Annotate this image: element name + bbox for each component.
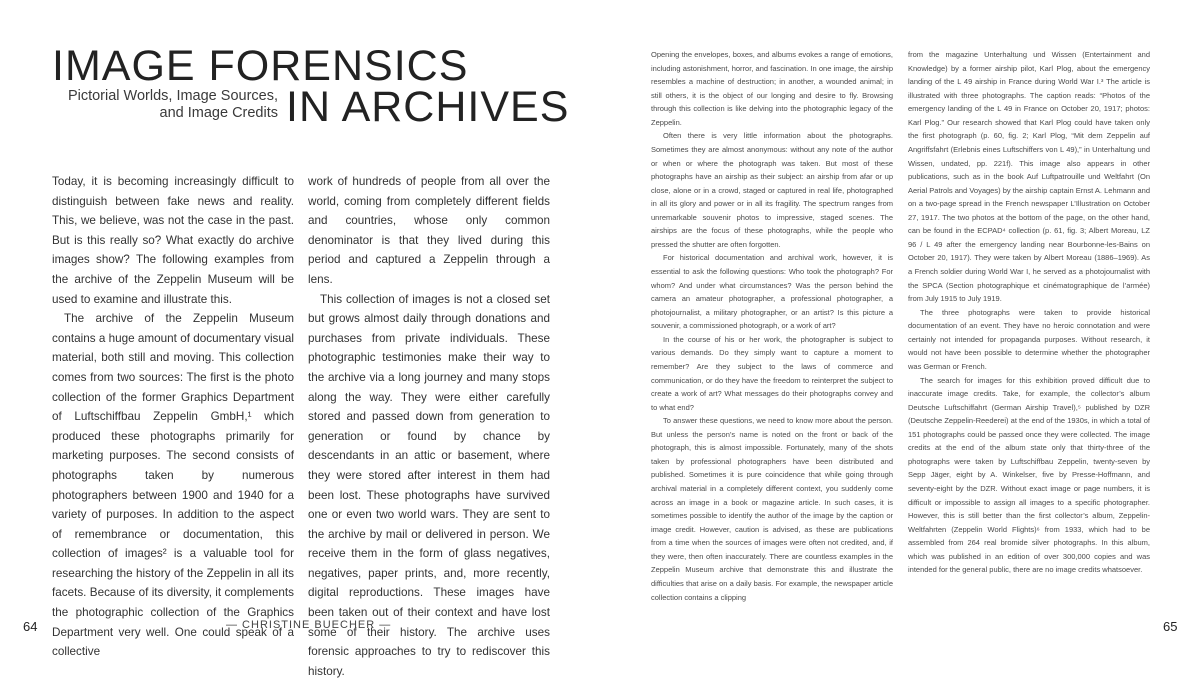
running-footer-author: — CHRISTINE BUECHER — <box>226 619 392 631</box>
paragraph: from the magazine Unterhaltung und Wissen (Entertainment and Knowledge) by a former airship pilot, Karl Plog, about the emergency landing of the L 49 airship in France during World War I.³ The article is illustrated with three photographs. The caption reads: “Photos of the emergency landing of the L 49 in France on October 20, 1917; photos: Karl Plog.” Our research showed that Karl Plog could have taken only the first photograph (p. 60, fig. 2; Karl Plog, “Mit dem Zeppelin auf Angriffsfahrt (Erlebnis eines Luftschiffers von L 49),” in Unterhaltung und Wissen, undated, pp. 221f). This image also appears in other publications, such as in the book Auf Luftpatrouille und Weltfahrt (On Aerial Patrols and Voyages) by the airship captain Ernst A. Lehmann and on a two-page spread in the French newspaper L’Illustration on October 27, 1917. The two photos at the bottom of the page, on the other hand, can be found in the ECPAD⁴ collection (p. 61, fig. 3; Albert Moreau, LZ 96 / L 49 after the emergency landing near Bourbonne-les-Bains on October 20, 1917). They were taken by Albert Moreau (1886–1969). As a French soldier during World War I, he served as a photojournalist with the SPCA (Section photographique et cinématographique de l’armée) from July 1915 to July 1919. <box>908 50 1150 304</box>
paragraph: work of hundreds of people from all over the world, coming from completely different fields and countries, whose only common denominator is that they lived during this period and captured a Zeppelin through a lens. <box>308 175 550 286</box>
article-title-line-1: IMAGE FORENSICS <box>52 42 469 90</box>
paragraph: This collection of images is not a closed set but grows almost daily through donations and purchases from private individuals. These photographic testimonies make their way to the archive via a long journey and many stops along the way. They were either carefully stored and passed down from generation to generation or found by chance by descendants in an attic or basement, where they were stored after interest in them had been lost. These photographs have survived one or even two world wars. They are sent to the archive by mail or delivered in person. We receive them in the form of glass negatives, negatives, paper prints, and, more recently, digital reproductions. These images have been taken out of their context and have lost some of their history. The archive uses forensic approaches to try to rediscover this history. <box>308 292 550 678</box>
paragraph: The three photographs were taken to provide historical documentation of an event. They have no heroic connotation and were certainly not intended for propaganda purposes. Without research, it would not have been possible to determine whether the photographer was German or French. <box>908 307 1150 371</box>
paragraph: The search for images for this exhibition proved difficult due to inaccurate image credits. Take, for example, the collector’s album Deutsche Luftschiffahrt (German Airship Travel),⁵ published by DZR (Deutsche Zeppelin-Reederei) at the end of the 1930s, in which a total of 151 photographs could be passed once they were collected. The image credits at the end of the album state only that thirty-three of the photographs were taken by Luftschiffbau Zeppelin, twenty-seven by Sepp Jäger, eight by A. Winkelser, five by Presse-Hoffmann, and seventy-eight by the DZR. Without exact image or page numbers, it is difficult or impossible to assign all images to a specific photographer. However, this is still better than the first collector’s album, Zeppelin-Weltfahrten (Zeppelin World Flights)⁶ from 1933, which had to be assembled from 264 real bromide silver photographs. In this album, which was published in an edition of over 300,000 copies and was intended for the general public, there are no image credits whatsoever. <box>908 375 1150 575</box>
paragraph: Opening the envelopes, boxes, and albums evokes a range of emotions, including astonishment, horror, and fascination. In one image, the airship resembles a machine of destruction; in another, a wounded animal; in still others, it is the object of our longing and desire to fly. Browsing through this collection is like delving into the photographic legacy of the Zeppelin. <box>651 50 893 127</box>
paragraph: To answer these questions, we need to know more about the person. But unless the person’s name is noted on the front or back of the photograph, this is almost impossible. Fortunately, many of the shots taken by professional photographers have been distributed and published. Sometimes it is pure coincidence that while going through archival material in a completely different context, you suddenly come across an image in a book or magazine article. In such cases, it is sometimes possible to identify the author of the image by the caption or image credit. However, caution is advised, as these are publications from a time when the sources of images were often not credited, and, if they were, then often inaccurately. There are countless examples in the Zeppelin Museum archive that demonstrate this and illustrate the difficulties that arise on a daily basis. For example, the newspaper article collection contains a clipping <box>651 416 893 602</box>
page-number-right: 65 <box>1163 619 1178 634</box>
paragraph: The archive of the Zeppelin Museum contains a huge amount of documentary visual material, both still and moving. This collection comes from two sources: The first is the photo collection of the former Graphics Department of Luftschiffbau Zeppelin GmbH,¹ which produced these photographs primarily for marketing purposes. The second consists of photographs taken by numerous photographers between 1900 and 1940 for a variety of purposes. In addition to the aspect of remembrance or documentation, this collection of images² is a valuable tool for researching the history of the Zeppelin in all its facets. Because of its diversity, it complements the photographic collection of the Graphics Department very well. One could speak of a collective <box>52 312 294 659</box>
paragraph: Often there is very little information about the photographs. Sometimes they are almost anonymous: without any note of the author or when or where the photograph was taken. But most of these photographs have an airship as their subject: an airship from afar or up close, alone or in a crowd, staged or captured in real life, photographed in all its glory and power or in all its fragility. The spectrum ranges from unremarkable souvenir photos to impressive, staged scenes. The airships are the focus of these photographs, while the people who pressed the shutter are often forgotten. <box>651 131 893 249</box>
body-column-3 <box>651 48 893 604</box>
article-subtitle <box>52 88 278 122</box>
body-column-2 <box>308 172 550 681</box>
paragraph: Today, it is becoming increasingly difficult to distinguish between fake news and reality. This, we believe, was not the case in the past. But is this really so? What exactly do archive images show? The following examples from the archive of the Zeppelin Museum will be used to examine and illustrate this. <box>52 175 294 306</box>
paragraph: For historical documentation and archival work, however, it is essential to ask the following questions: Who took the photograph? For whom? And under what circumstances? Was the person behind the camera an amateur photographer, a professional photographer, a photojournalist, a military photographer, or an artist? Is this picture a souvenir, a commissioned photograph, or a work of art? <box>651 253 893 331</box>
page-number-left: 64 <box>23 619 38 634</box>
subtitle-line-1: Pictorial Worlds, Image Sources, <box>67 88 278 104</box>
subtitle-line-2: and Image Credits <box>159 105 278 121</box>
body-column-1 <box>52 172 294 662</box>
article-title-line-2: IN ARCHIVES <box>286 83 570 131</box>
paragraph: In the course of his or her work, the photographer is subject to various demands. Do they simply want to capture a moment to remember? Are they subject to the laws of commerce and communication, or do they have the freedom to reinterpret the subject to create a work of art? What messages do their photographs convey and to what end? <box>651 334 893 412</box>
body-column-4 <box>908 48 1150 577</box>
